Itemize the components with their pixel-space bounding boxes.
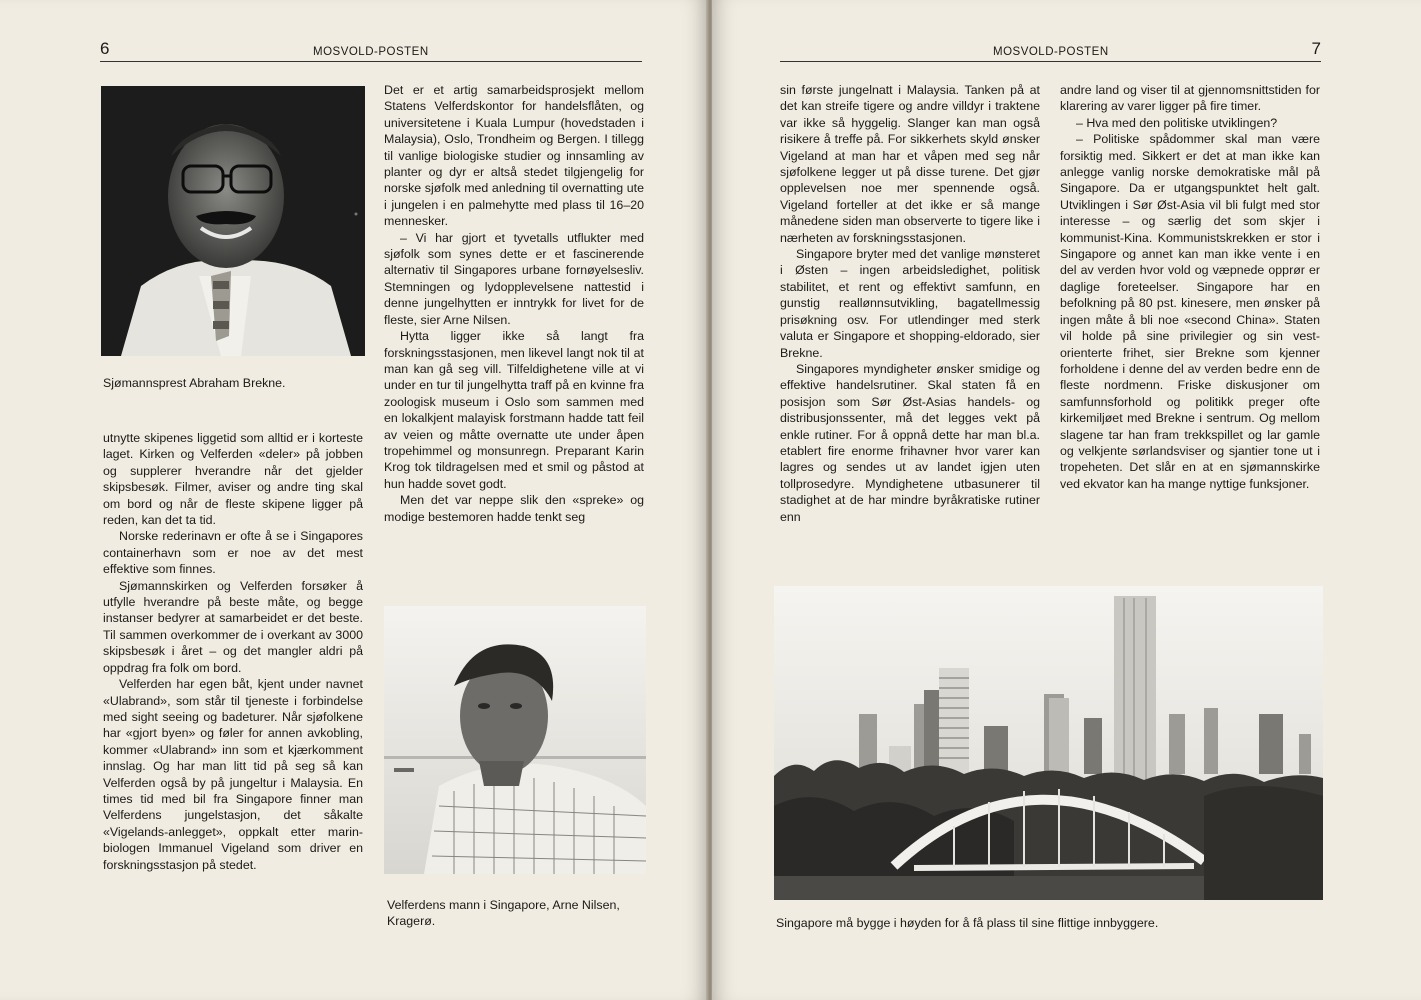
right-page-header [780,40,1321,62]
left-page-column-2 [384,82,644,587]
right-page [712,0,1421,1000]
paragraph: sin første jungelnatt i Malaysia. Tanken på at det kan streife tigere og andre villdyr i traktene var ikke så hyggelig. Slanger kan man også risikere å treffe på. For sikkerhets skyld ønsker Vigeland at man har et våpen med seg når sjøfolkene legger ut på disse turene. Det gjør opplevelsen noe mer spennende også. Vigeland forteller at det ikke er så mange månedene siden man observerte to tigere like i nærheten av forskningsstasjonen. [780,83,1040,245]
photo-arne-nilsen [384,606,646,874]
photo-singapore-skyline [774,586,1323,900]
left-page-column-1 [103,430,363,940]
paragraph: Velferden har egen båt, kjent under navnet «Ulabrand», som står til tjeneste i forbindelse med sight seeing og badeturer. Når sjøfolkene har «gjort byen» og føler for annen avkobling, kommer «Ulabrand» inn som et kjærkomment innslag. Og har man litt tid på seg så kan Velferden også by på jungeltur i Malaysia. En times tid med bil fra Singapore finner man Velferdens jungelstasjon, det såkalte «Vigelands-anlegget», oppkalt etter marin-biologen Immanuel Vigeland som driver en forskningsstasjon på stedet. [103,677,363,872]
right-page-number: 7 [1311,39,1321,58]
photo2-caption: Velferdens mann i Singapore, Arne Nilsen, Kragerø. [387,898,620,928]
paragraph: Sjømannskirken og Velferden forsøker å utfylle hverandre på beste måte, og begge instanser bedyrer at samarbeidet er det beste. Til sammen overkommer de i overkant av 3000 skipsbesøk i året – og det mangler aldri på oppdrag fra folk om bord. [103,578,363,675]
skyline-photo-caption: Singapore må bygge i høyden for å få plass til sine flittige innbyggere. [776,916,1159,930]
right-page-column-1 [780,82,1040,557]
left-page-number: 6 [100,39,110,58]
paragraph: Hytta ligger ikke så langt fra forskningsstasjonen, men likevel langt nok til at man kan gå seg vill. Tilfeldighetene ville at vi under en tur til jungelhytta traff på en kvinne fra zoologisk museum i Oslo som sammen med en lokalkjent malayisk forstmann hadde tatt feil av veien og måtte overnatte ute under åpen tropehimmel og monsunregn. Preparant Karin Krog tok tildragelsen med et smil og påstod at hun hadde sovet godt. [384,329,644,491]
paragraph: – Hva med den politiske utviklingen? [1076,115,1278,130]
photo1-caption: Sjømannsprest Abraham Brekne. [103,376,286,390]
left-page [0,0,708,1000]
paragraph: utnytte skipenes liggetid som alltid er i korteste laget. Kirken og Velferden «deler» på jobben og supplerer hverandre når det gjelder skipsbesøk. Filmer, aviser og andre ting skal om bord og når de fleste skipene ligger på reden, kan det ta tid. [103,431,363,528]
left-page-header [100,40,642,62]
paragraph: Det er et artig samarbeidsprosjekt mellom Statens Velferdskontor for handelsflåten, og universitetene i Kuala Lumpur (hovedstaden i Malaysia), Oslo, Trondheim og Bergen. I tillegg til vanlige biologiske studier og innsamling av planter og dyr er altså stedet tilgjengelig for norske sjøfolk med anledning til overnatting ute i jungelen i en palmehytte med plass til 16–20 mennesker. [384,83,644,229]
left-header-title: MOSVOLD-POSTEN [313,46,429,58]
right-header-title: MOSVOLD-POSTEN [993,46,1109,58]
paragraph: Men det var neppe slik den «spreke» og modige bestemoren hadde tenkt seg [384,493,644,524]
right-page-column-2 [1060,82,1320,557]
paragraph: – Vi har gjort et tyvetalls utflukter med sjøfolk som synes dette er et fascinerende alternativ til Singapores urbane fornøyelsesliv. Stemningen og lydopplevelsene nattestid i denne jungelhytten er inntrykk for livet for de fleste, sier Arne Nilsen. [384,230,644,327]
paragraph: Singapore bryter med det vanlige mønsteret i Østen – ingen arbeidsledighet, politisk stabilitet, et rent og effektivt samfunn, en gunstig reallønnsutvikling, bagatellmessig prisøkning osv. For utlendinger med sterk valuta er Singapore et shopping-eldorado, sier Brekne. [780,247,1040,360]
paragraph: Norske rederinavn er ofte å se i Singapores containerhavn som er noe av det mest effektive som finnes. [103,529,363,577]
paragraph: Singapores myndigheter ønsker smidige og effektive handelsrutiner. Skal staten få en posisjon som Sør Øst-Asias handels- og distribusjonssenter, må det legges vekt på enkle rutiner. For å oppnå dette har man bl.a. etablert fire enorme frihavner hvor varer kan lagres og sendes ut av landet igjen uten tollprosedyre. Myndighetene utbasunerer til stadighet at de har mindre byråkratiske rutiner enn [780,361,1040,524]
paragraph: andre land og viser til at gjennomsnittstiden for klarering av varer ligger på fire timer. [1060,83,1320,114]
photo-priest-portrait [101,86,365,356]
paragraph: – Politiske spådommer skal man være forsiktig med. Sikkert er det at man ikke kan anlegge vanlig norske demokratiske mål på Singapore. Da er utgangspunktet helt galt. Utviklingen i Sør Øst-Asia vil bli fulgt med stor interesse – og særlig det som skjer i kommunist-Kina. Kommunistskrekken er stor i Singapore og annet kan man ikke vente i en del av verden hvor vold og væpnede opprør er daglige foreteelser. Singapore har en befolkning på 80 pst. kinesere, men ønsker på ingen måte å bli noe «second China». Staten vil holde på sine privilegier og sin vest-orienterte frihet, sier Brekne som kjenner forholdene i denne del av verden bedre enn de fleste nordmenn. Friske diskusjoner om samfunnsforhold og politikk preger ofte kirkemiljøet med Brekne i sentrum. Og mellom slagene tar han fram trekkspillet og lar gamle og velkjente sørlandsviser og sjantier tone ut i tropeheten. Det slår en at en sjømannskirke ved ekvator kan ha mange nyttige funksjoner. [1060,132,1320,491]
